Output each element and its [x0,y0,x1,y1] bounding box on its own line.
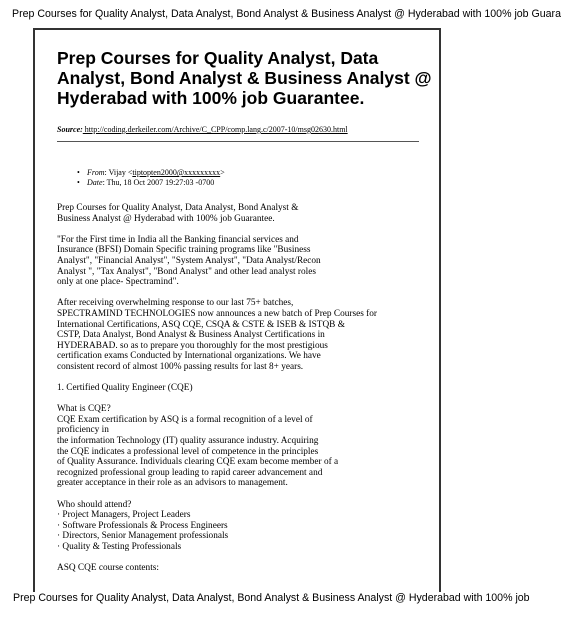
source-line [57,125,437,135]
document-page [33,28,441,603]
image-footer-caption: Prep Courses for Quality Analyst, Data Analyst, Bond Analyst & Business Analyst @ Hyderabad with 100% job [13,592,530,604]
message-body: Prep Courses for Quality Analyst, Data Analyst, Bond Analyst & Business Analyst @ Hyderabad with 100% job Guarantee. "For the First time in India all the Banking financial services and Insurance (BFSI) Domain Specific training programs like "Business Analyst", "Financial Analyst", "System Analyst", "Data Analyst/Recon Analyst ", "Tax Analyst", "Bond Analyst" and other lead analyst roles only at one place- Spectramind". After receiving overwhelming response to our last 75+ batches, SPECTRAMIND TECHNOLOGIES now announces a new batch of Prep Courses for International Certifications, ASQ CQE, CSQA & CSTE & ISEB & ISTQB & CSTP, Data Analyst, Bond Analyst & Business Analyst Certifications in HYDERABAD. so as to prepare you thoroughly for the most prestigious certification exams Conducted by International organizations. We have consistent record of almost 100% passing results for last 8+ years. 1. Certified Quality Engineer (CQE) What is CQE? CQE Exam certification by ASQ is a formal recognition of a level of proficiency in the information Technology (IT) quality assurance industry. Acquiring the CQE indicates a professional level of competence in the principles of Quality Assurance. Individuals clearing CQE exam become member of a recognized professional group leading to rapid career advancement and greater acceptance in their role as an advisors to management. Who should attend? · Project Managers, Project Leaders · Software Professionals & Process Engineers · Directors, Senior Management professionals · Quality & Testing Professionals ASQ CQE course contents: [57,203,378,574]
message-meta-list [77,168,225,188]
meta-date-item [77,178,225,188]
source-link[interactable]: http://coding.derkeiler.com/Archive/C_CPP/comp.lang.c/2007-10/msg02630.html [82,125,348,134]
meta-from-item [77,168,225,178]
date-value: : Thu, 18 Oct 2007 19:27:03 -0700 [102,178,215,187]
source-divider [57,141,419,142]
image-header-caption: Prep Courses for Quality Analyst, Data Analyst, Bond Analyst & Business Analyst @ Hyderabad with 100% job Guara [12,8,561,20]
from-name: : Vijay < [104,168,133,177]
document-title: Prep Courses for Quality Analyst, Data Analyst, Bond Analyst & Business Analyst @ Hyderabad with 100% job Guarantee. [57,48,432,108]
bullet-icon: • [77,168,80,177]
source-label: Source: [57,125,83,134]
date-label: Date [87,178,103,187]
from-email-link[interactable]: tiptopten2000@xxxxxxxxx [132,168,221,177]
from-close: > [220,168,225,177]
from-label: From [87,168,105,177]
bullet-icon: • [77,178,80,187]
